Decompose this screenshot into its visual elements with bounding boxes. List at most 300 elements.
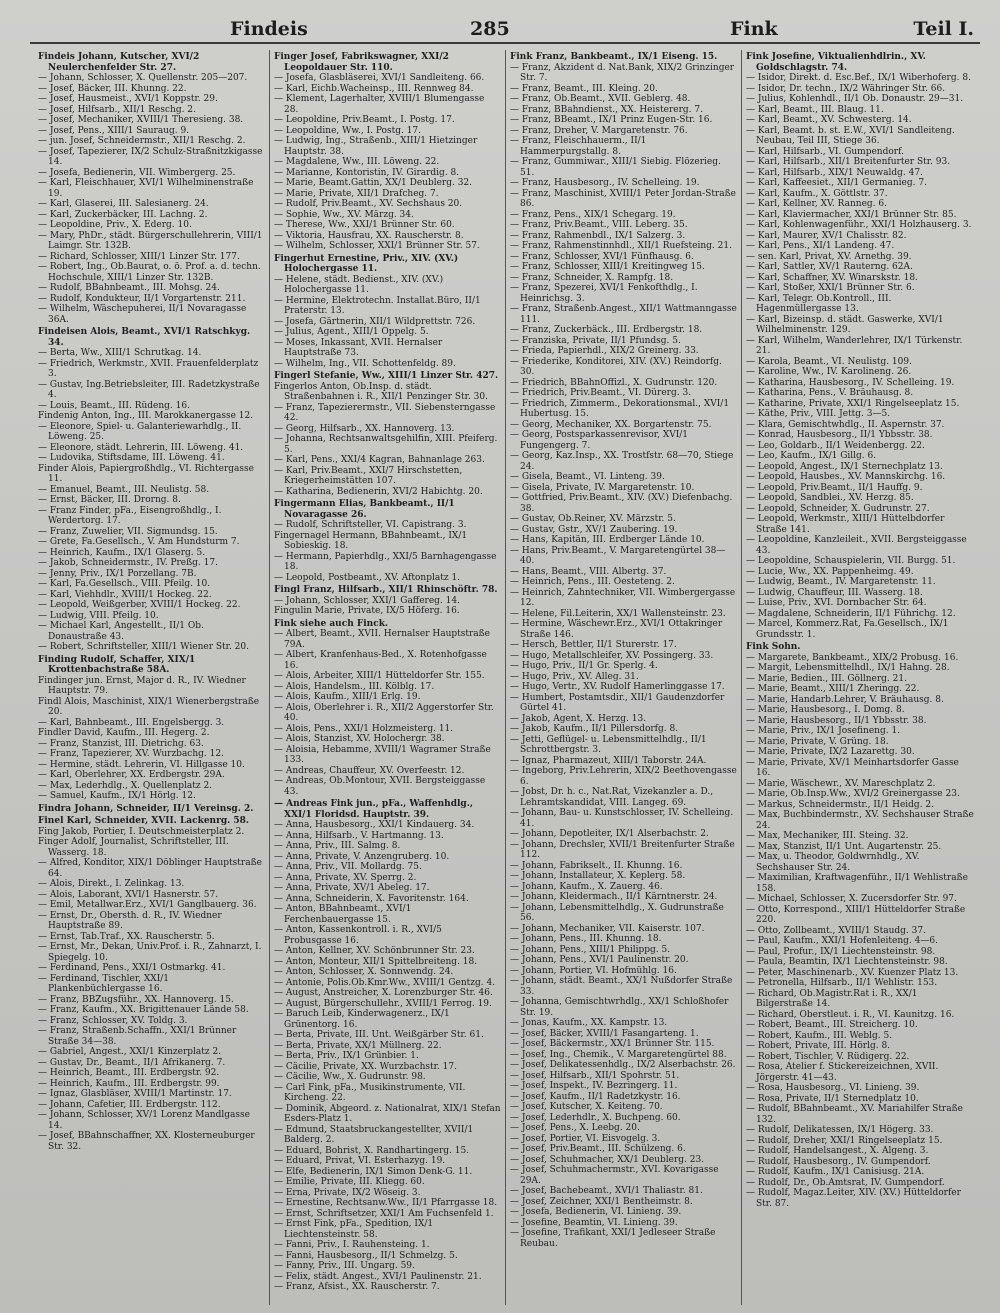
directory-entry: — Gustav, Gstr., XV/1 Zaubering. 19. xyxy=(510,524,678,535)
directory-entry: — Paula, Beamtin, IX/1 Liechtensteinstr. 98. xyxy=(746,957,948,967)
directory-entry: — Franz, BBZugsführ., XX. Hannoverg. 15. xyxy=(38,994,234,1005)
directory-entry: — Karl, Kohlenwagenführ., XXI/1 Holzhauserg. 3. xyxy=(746,220,972,230)
directory-entry: — Marie, Private, XII/1 Drafcheg. 7. xyxy=(274,188,439,199)
directory-entry: — Karl, Viehhdlr., XVIII/1 Hockeg. 22. xyxy=(38,589,212,600)
directory-entry: — Margarete, Bankbeamt., XIX/2 Probusg. 16. xyxy=(746,652,959,663)
directory-entry: Finger Adolf, Journalist, Schriftsteller, III. Wasserg. 18. xyxy=(38,837,229,858)
directory-entry: Fing Jakob, Portier, I. Deutschmeisterplatz 2. xyxy=(38,826,245,837)
directory-entry: — Karl, Glaserei, III. Salesianerg. 24. xyxy=(38,199,209,209)
directory-entry: Findler David, Kaufm., III. Hegerg. 2. xyxy=(38,728,210,738)
directory-entry: — Alois, Oberlehrer i. R., XII/2 Aggerstorfer Str. 40. xyxy=(274,702,494,723)
directory-entry: — Karl, Telegr. Ob.Kontroll., III. Hagenmüllergasse 13. xyxy=(746,293,892,314)
directory-entry: — August, Bürgerschullehr., XVIII/1 Ferrog. 19. xyxy=(274,998,492,1009)
directory-entry: — Anton, Kassenkontroll. i. R., XVI/5 Probusgasse 16. xyxy=(274,925,442,946)
directory-entry: — Rudolf, Magaz.Leiter, XIV. (XV.) Hütteldorfer Str. 87. xyxy=(746,1188,961,1209)
directory-entry: — Paul, Profur., IX/1 Liechtensteinstr. 98. xyxy=(746,946,936,957)
directory-entry: — Franz, Rahmenbdl., IX/1 Salzerg. 3. xyxy=(510,230,686,241)
column-2 xyxy=(270,50,506,1305)
directory-entry: — Georg, Kaz.Insp., XX. Trostfstr. 68—70, Stiege 24. xyxy=(510,451,734,472)
directory-entry: — Eleonore, Spiel- u. Galanteriewarhdlg., II. Löweng. 25. xyxy=(38,421,242,442)
directory-entry: — Markus, Schneidermstr., II/1 Heidg. 2. xyxy=(746,799,935,810)
directory-entry: — Hugo, Vertr., XV. Rudolf Hamerlinggasse 17. xyxy=(510,682,725,692)
directory-entry: — Franz, Zuckerbäck., III. Erdbergstr. 18. xyxy=(510,325,703,335)
directory-entry: — Leopold, Postbeamt., XV. Aftonplatz 1. xyxy=(274,572,461,583)
directory-entry: — Robert, Ing., Ob.Baurat, o. ö. Prof. a. d. techn. Hochschule, XIII/1 Linzer Str. 132B. xyxy=(38,262,261,283)
directory-entry: Fingernagel Hermann, BBahnbeamt., IX/1 Sobieskig. 18. xyxy=(274,530,468,551)
directory-entry: — Alfred, Konditor, XIX/1 Döblinger Hauptstraße 64. xyxy=(38,858,262,879)
directory-entry: — Viktoria, Hausfrau, XX. Rauscherstr. 8. xyxy=(274,230,464,241)
directory-entry: — Otto, Korrespond., XIII/1 Hütteldorfer Straße 220. xyxy=(746,904,966,925)
directory-entry: — Franz, Schlosser, XV. Toldg. 3. xyxy=(38,1015,188,1026)
directory-entry: Fingermann Elias, Bankbeamt., II/1 Novaragasse 26. xyxy=(274,499,455,520)
directory-entry: — Johann, Schlosser, XV/1 Lorenz Mandlgasse 14. xyxy=(38,1110,250,1131)
directory-entry: — Rudolf, Kaufm., IX/1 Canisiusg. 21A. xyxy=(746,1167,925,1177)
directory-entry: — Karl, Priv.Beamt., XXI/7 Hirschstetten, Kriegerheimstätten 107. xyxy=(274,465,463,486)
directory-entry: — Josefine, Beamtin, VI. Linieng. 39. xyxy=(510,1217,678,1228)
directory-entry: Finel Karl, Schneider, XVII. Lackenrg. 58. xyxy=(38,816,250,826)
directory-entry: — Leopoldine, Ww., I. Postg. 17. xyxy=(274,125,422,136)
directory-entry: — Luise, Priv., XVI. Dornbacher Str. 64. xyxy=(746,598,927,608)
directory-entry: — Franz Finder, pFa., Eisengroßhdlg., I. Werdertorg. 17. xyxy=(38,505,222,526)
directory-entry: — Josefa, Glasbläserei, XVI/1 Sandleiteng. 66. xyxy=(274,73,485,83)
directory-entry: — Karl, Bizeinsp. d. städt. Gaswerke, XVI/1 Wilhelminenstr. 129. xyxy=(746,314,944,335)
directory-entry: — Hermann, Papierhdlg., XXI/5 Barnhagengasse 18. xyxy=(274,551,497,572)
directory-entry: — Marie, Handarb.Lehrer, V. Bräuhausg. 8. xyxy=(746,694,944,705)
directory-entry: — Jakob, Kaufm., II/1 Pillersdorfg. 8. xyxy=(510,724,679,734)
directory-entry: — Ludwig, Ing., Straßenb., XIII/1 Hietzinger Hauptstr. 38. xyxy=(274,136,478,157)
directory-entry: — Ernst, Mr., Dekan, Univ.Prof. i. R., Zahnarzt, I. Spiegelg. 10. xyxy=(38,942,262,963)
directory-entry: — Karl, Hilfsarb., XIX/1 Neuwaldg. 47. xyxy=(746,167,923,178)
directory-entry: — Johann, Schlosser, XXI/1 Gaffereg. 14. xyxy=(274,595,460,606)
directory-entry: — Isidor, Direkt. d. Esc.Bef., IX/1 Wiberhoferg. 8. xyxy=(746,73,971,83)
directory-entry: — Franz, Maschinist, XVIII/1 Peter Jordan-Straße 86. xyxy=(510,188,736,209)
directory-entry: — Ludwig, Beamt., IV. Margaretenstr. 11. xyxy=(746,577,936,587)
directory-entry: — Leo, Goldarb., II/1 Weidenbergg. 22. xyxy=(746,440,925,451)
directory-entry: — Julius, Kohlenhdl., II/1 Ob. Donaustr. 29—31. xyxy=(746,94,964,104)
directory-entry: — Ernst, Bäcker, III. Drorng. 8. xyxy=(38,495,181,505)
directory-entry: — Leopold, Werkmstr., XIII/1 Hüttelbdorfer Straße 141. xyxy=(746,514,945,535)
directory-entry: — Gottfried, Priv.Beamt., XIV. (XV.) Diefenbachg. 38. xyxy=(510,493,733,514)
directory-entry: — Karl, Kaufm., X. Göttlstr. 37. xyxy=(746,188,888,199)
directory-entry: — Johann, Mechaniker, VII. Kaiserstr. 107. xyxy=(510,923,705,934)
directory-entry: — Leopold, Angest., IX/1 Sternechplatz 13. xyxy=(746,461,943,472)
directory-entry: — Fanni, Hausbesorg., II/1 Schmelzg. 5. xyxy=(274,1250,458,1261)
directory-entry: — Leo, Kaufm., IX/1 Gillg. 6. xyxy=(746,451,877,461)
directory-entry: — Max, u. Theodor, Goldwrnhdlg., XV. Sechshauser Str. 24. xyxy=(746,852,920,873)
directory-entry: — Friedrich, Zimmerm., Dekorationsmal., XVI/1 Hubertusg. 15. xyxy=(510,398,730,419)
directory-entry: — Berta, Ww., XIII/1 Schrutkag. 14. xyxy=(38,348,202,358)
directory-entry: — Rudolf, Kondukteur, II/1 Vorgartenstr. 211. xyxy=(38,293,246,304)
directory-entry: Findeisen Alois, Beamt., XVI/1 Ratschkyg. 34. xyxy=(38,327,251,348)
directory-entry: — Franz, Pens., XIX/1 Schegarg. 19. xyxy=(510,209,676,220)
directory-entry: — Alois, Handelsm., III. Kölblg. 17. xyxy=(274,681,435,692)
directory-entry: — Samuel, Kaufm., IX/1 Hörlg. 12. xyxy=(38,791,196,801)
directory-entry: — Leopoldine, Priv.Beamt., I. Postg. 17. xyxy=(274,115,455,125)
directory-entry: — Josef, BBahnschaffner, XX. Klosterneuburger Str. 32. xyxy=(38,1131,255,1152)
directory-entry: — Franz, Priv.Beamt., VIII. Leberg. 35. xyxy=(510,220,688,230)
directory-entry: — Heinrich, Zahntechniker, VII. Wimbergergasse 12. xyxy=(510,587,736,608)
directory-entry: — Anna, Priv., III. Salmg. 8. xyxy=(274,841,401,851)
directory-entry: — Ernst, Tab.Traf., XX. Rauscherstr. 5. xyxy=(38,931,215,942)
directory-entry: — Johann, Cafetier, III. Erdbergstr. 112. xyxy=(38,1099,221,1110)
directory-entry: — Franz, BBahndienst., XX. Heistererg. 7. xyxy=(510,104,703,115)
directory-entry: — Anna, Private, XV/1 Abeleg. 17. xyxy=(274,883,430,893)
directory-entry: — Otto, Zollbeamt., XVIII/1 Staudg. 37. xyxy=(746,925,926,936)
directory-entry: — Marianne, Kontoristin, IV. Girardig. 8. xyxy=(274,167,460,178)
directory-entry: — Karl, Fleischhauer, XVI/1 Wilhelminenstraße 19. xyxy=(38,178,254,199)
directory-entry: — Josef, Delikatessenhdlg., IX/2 Alserbachstr. 26. xyxy=(510,1060,736,1070)
directory-entry: — Hugo, Priv., XV. Alleg. 31. xyxy=(510,671,639,682)
directory-entry: — Karl, Beamt. b. st. E.W., XVI/1 Sandleiteng. Neubau, Teil III, Stiege 36. xyxy=(746,125,955,146)
directory-entry: — Mary, PhDr., städt. Bürgerschullehrerin, VIII/1 Laimgr. Str. 132B. xyxy=(38,230,263,251)
directory-entry: — Hermine, Wäschewr.Erz., XVI/1 Ottakringer Straße 146. xyxy=(510,619,723,640)
directory-entry: — Ignaz, Glasbläser, XVIII/1 Martinstr. 17. xyxy=(38,1089,232,1099)
directory-entry: — Klara, Gemischtwhdlg., II. Aspernstr. 37. xyxy=(746,419,945,430)
directory-entry: — Hans, Priv.Beamt., V. Margaretengürtel 38—40. xyxy=(510,545,726,566)
directory-entry: — Johann, Bau- u. Kunstschlosser, IV. Schelleing. 41. xyxy=(510,808,734,829)
directory-entry: — Franz, Zuwelier, VII. Sigmundsg. 15. xyxy=(38,526,218,537)
directory-entry: — Marie, Beamt., XIII/1 Zheringg. 22. xyxy=(746,684,920,694)
directory-entry: — Alois, Pens., XXI/1 Holzmeisterg. 11. xyxy=(274,723,454,734)
directory-entry: — Anton, Schlosser, X. Sonnwendg. 24. xyxy=(274,967,454,977)
directory-entry: — Friedrich, Werkmstr., XVII. Frauenfelderplatz 3. xyxy=(38,358,259,379)
directory-entry: — Petronella, Hilfsarb., II/1 Wehlistr. 153. xyxy=(746,978,938,988)
directory-entry: — Franz, Kaufm., XX. Brigittenauer Lände 58. xyxy=(38,1005,249,1015)
directory-entry: Fink Josefine, Viktualienhdlrin., XV. Goldschlagstr. 74. xyxy=(746,52,926,73)
directory-entry: — Ludwig, VIII. Pfeilg. 10. xyxy=(38,610,159,621)
directory-entry: — Katharina, Hausbesorg., IV. Schelleing. 19. xyxy=(746,377,955,388)
directory-entry: — Lucie, Ww., XX. Pappenheimg. 49. xyxy=(746,566,914,577)
directory-entry: — Franz, Rahmenstinnhdl., XII/1 Ruefsteing. 21. xyxy=(510,241,732,251)
header-left-keyword: Findeis xyxy=(230,18,308,40)
directory-entry: — Anton, Kellner, XV. Schönbrunner Str. 23. xyxy=(274,946,475,956)
directory-entry: — Alois, Laborant, XVI/1 Hasnerstr. 57. xyxy=(38,889,219,900)
directory-entry: — Johanna, Rechtsanwaltsgehilfin, XIII. Pfeiferg. 5. xyxy=(274,434,498,455)
directory-entry: — Edmund, Staatsbruckangestellter, XVII/1 Balderg. 2. xyxy=(274,1124,474,1145)
directory-entry: — Leopold, Weißgerber, XVIII/1 Hockeg. 22. xyxy=(38,600,241,610)
directory-entry: — Max, Mechaniker, III. Steing. 32. xyxy=(746,831,909,841)
directory-entry: — Richard, Schlosser, XIII/1 Linzer Str. 177. xyxy=(38,251,240,262)
directory-entry: Fink Franz, Bankbeamt., IX/1 Eiseng. 15. xyxy=(510,52,718,62)
directory-entry: — Robert, Private, III. Hörlg. 8. xyxy=(746,1041,891,1051)
directory-entry: — Karl, Maurer, XV/1 Chalisstr. 82. xyxy=(746,230,907,241)
directory-entry: — Hans, Beamt., VIII. Albertg. 37. xyxy=(510,566,667,577)
directory-entry: — Rosa, Private, II/1 Sternedplatz 10. xyxy=(746,1093,919,1104)
directory-entry: — Therese, Ww., XXI/1 Brünner Str. 60. xyxy=(274,220,455,230)
directory-entry: — Marie, Ob.Insp.Ww., XVI/2 Greinergasse 23. xyxy=(746,789,960,799)
directory-columns xyxy=(34,50,980,1305)
directory-entry: — Gustav, Ing.Betriebsleiter, III. Radetzkystraße 4. xyxy=(38,379,260,400)
directory-entry: — Anna, Private, V. Anzengruberg. 10. xyxy=(274,851,450,862)
directory-entry: — Franz, Schneider, X. Rampfg. 18. xyxy=(510,272,674,283)
directory-entry: — Leopoldine, Schauspielerin, VII. Burgg. 51. xyxy=(746,556,956,566)
directory-entry: — Anna, Priv., VII. Mollardg. 75. xyxy=(274,862,422,872)
directory-entry: — Josefa, Bedienerin, VI. Linieng. 39. xyxy=(510,1207,682,1217)
directory-entry: — Josef, Pens., X. Leebg. 20. xyxy=(510,1123,640,1133)
directory-entry: — Karl, Klaviermacher, XXI/1 Brünner Str. 85. xyxy=(746,209,957,220)
directory-entry: — Josef, Pens., XIII/1 Sauraug. 9. xyxy=(38,125,190,136)
directory-entry: — Josef, Bäcker, III. Khunng. 22. xyxy=(38,83,187,94)
directory-entry: — Rudolf, Dreher, XXI/1 Ringelseeplatz 15. xyxy=(746,1135,943,1146)
directory-entry: — Gustav, Ob.Reiner, XV. Märzstr. 5. xyxy=(510,514,676,524)
directory-entry: — Frieda, Papierhdl., XIX/2 Greinerg. 33. xyxy=(510,346,699,356)
directory-entry: — Franz, Afsist., XX. Rauscherstr. 7. xyxy=(274,1282,440,1292)
column-1 xyxy=(34,50,270,1305)
directory-entry: — Franz, Beamt., III. Kleing. 20. xyxy=(510,83,658,94)
directory-entry: — Johann, städt. Beamt., XX/1 Nußdorfer Straße 33. xyxy=(510,976,733,997)
directory-entry: — Leopoldine, Priv., X. Ederg. 10. xyxy=(38,220,192,230)
directory-entry: — Wilhelm, Wäschepuherei, II/1 Novaragasse 36A. xyxy=(38,304,247,325)
directory-entry: — Georg, Postsparkassenrevisor, XVI/1 Fungengerg. 7. xyxy=(510,430,689,451)
directory-entry: — Josef, Lederhdlr., X. Buchpeng. 60. xyxy=(510,1112,681,1123)
directory-entry: — Hugo, Metallschleifer, XV. Possingerg. 33. xyxy=(510,650,714,661)
directory-entry: — Karl, Eichb.Wacheinsp., III. Rennweg 84. xyxy=(274,83,474,94)
directory-entry: — Alois, Kaufm., XIII/1 Erlg. 19. xyxy=(274,692,421,702)
directory-entry: — Josef, Kutscher, X. Keiteng. 70. xyxy=(510,1102,663,1112)
directory-entry: — Karl, Schaffner, XV. Winarskstr. 18. xyxy=(746,272,918,283)
directory-entry: — Gabriel, Angest., XXI/1 Kinzerplatz 2. xyxy=(38,1047,222,1057)
directory-entry: — Rosa, Hausbesorg., VI. Linieng. 39. xyxy=(746,1083,920,1093)
directory-entry: — Max, Lederhdlg., X. Quellenplatz 2. xyxy=(38,780,213,791)
directory-entry: — Rudolf, BBahnbeamt., III. Mohsg. 24. xyxy=(38,283,220,293)
directory-entry: — Andreas Fink jun., pFa., Waffenhdlg., XXI/1 Floridsd. Hauptstr. 39. xyxy=(274,799,473,820)
directory-entry: — Karl, Pens., XI/1 Landeng. 47. xyxy=(746,241,895,251)
directory-entry: — Dominik, Abgeord. z. Nationalrat, XIX/1 Stefan Esders-Platz 1. xyxy=(274,1103,501,1124)
directory-entry: — Karl, Pens., XXI/4 Kagran, Bahnanlage 263. xyxy=(274,455,485,465)
directory-entry: — Marie, Private, XV/1 Meinhartsdorfer Gasse 16. xyxy=(746,757,959,778)
directory-entry: — Jakob, Schneidermstr., IV. Preßg. 17. xyxy=(38,558,218,568)
directory-entry: — Karl, Beamt., XV. Schwesterg. 14. xyxy=(746,115,912,125)
directory-entry: — Elfe, Bedienerin, IX/1 Simon Denk-G. 11. xyxy=(274,1166,473,1177)
directory-entry: — Helene, städt. Bedienst., XIV. (XV.) Holochergasse 11. xyxy=(274,274,444,295)
directory-entry: Fink siehe auch Finck. xyxy=(274,618,389,629)
directory-entry: — Josef, Priv.Beamt., III. Schülzeng. 6. xyxy=(510,1144,686,1154)
directory-entry: — Karl, Beamt., III. Blaug. 11. xyxy=(746,104,884,115)
directory-entry: — Franz, Spezerei, XVI/1 Fenkofthdlg., I. Heinrichsg. 3. xyxy=(510,283,698,304)
directory-entry: — Ernst Fink, pFa., Spedition, IX/1 Liechtensteinstr. 58. xyxy=(274,1219,434,1240)
directory-entry: — Rudolf, Delikatessen, IX/1 Högerg. 33. xyxy=(746,1125,934,1135)
column-3 xyxy=(506,50,742,1305)
directory-entry: — Rudolf, Hausbesorg., IV. Gumpendorf. xyxy=(746,1156,931,1167)
directory-entry: — Franz, Gummiwar., XIII/1 Siebig. Flözerieg. 51. xyxy=(510,157,721,178)
header-part-label: Teil I. xyxy=(913,18,974,40)
directory-entry: Fingl Franz, Hilfsarb., XII/1 Rhinschöftr. 78. xyxy=(274,585,498,595)
directory-entry: — Käthe, Priv., VIII. Jettg. 3—5. xyxy=(746,409,891,419)
directory-entry: — Marie, Private, IX/2 Lazarettg. 30. xyxy=(746,747,915,757)
directory-entry: — Karl, Wilhelm, Wanderlehrer, IX/1 Türkenstr. 21. xyxy=(746,335,963,356)
directory-entry: — Antonie, Polis.Ob.Kmr.Ww., XVIII/1 Gentzg. 4. xyxy=(274,977,496,988)
directory-entry: — Katharine, Private, XXI/1 Ringelseeplatz 15. xyxy=(746,398,960,409)
directory-entry: — Heinrich, Pens., III. Oesteteng. 2. xyxy=(510,577,675,587)
directory-entry: — Josef, Zeichner, XXI/1 Bentheimstr. 8. xyxy=(510,1196,693,1207)
directory-entry: — Ernst, Dr., Obersth. d. R., IV. Wiedner Hauptstraße 89. xyxy=(38,910,222,931)
directory-entry: — Karl, Fa.Gesellsch., VIII. Pfeilg. 10. xyxy=(38,579,211,589)
directory-entry: — Leopold, Priv.Beamt., II/1 Hauffg. 9. xyxy=(746,482,923,493)
directory-entry: — Josefa, Bedienerin, VII. Wimbergerg. 25. xyxy=(38,167,236,178)
directory-entry: — Johann, Kaufm., X. Zauerg. 46. xyxy=(510,881,663,892)
directory-entry: — Johann, Kleidermach., II/1 Kärntnerstr. 24. xyxy=(510,892,718,902)
directory-entry: — Magdalene, Schneiderin, II/1 Führichg. 12. xyxy=(746,608,956,619)
directory-entry: — Josef, Bäckermstr., XX/1 Brünner Str. 115. xyxy=(510,1039,715,1049)
directory-entry: — Franz, Akzident d. Nat.Bank, XIX/2 Grinzinger Str. 7. xyxy=(510,62,735,83)
directory-entry: — Marie, Wäschewr., XV. Mareschplatz 2. xyxy=(746,778,936,789)
directory-entry: — Josef, Portier, VI. Eisvogelg. 3. xyxy=(510,1133,661,1144)
directory-entry: Finder Alois, Papiergroßhdlg., VI. Richtergasse 11. xyxy=(38,463,254,484)
directory-entry: — Emilie, Private, III. Kliegg. 60. xyxy=(274,1177,425,1187)
directory-entry: — Karl, Stoßer, XXI/1 Brünner Str. 6. xyxy=(746,283,915,293)
directory-entry: — Konrad, Hausbesorg., II/1 Ybbsstr. 38. xyxy=(746,430,933,440)
directory-entry: — Grete, Fa.Gesellsch., V. Am Hundsturm 7. xyxy=(38,537,240,547)
directory-entry: — Albert, Beamt., XVII. Hernalser Hauptstraße 79A. xyxy=(274,629,490,650)
directory-entry: — Karoline, Ww., IV. Karolineng. 26. xyxy=(746,367,912,377)
directory-entry: — Aloisia, Hebamme, XVIII/1 Wagramer Straße 133. xyxy=(274,744,491,765)
directory-entry: — Felix, städt. Angest., XVI/1 Paulinenstr. 21. xyxy=(274,1271,482,1282)
directory-entry: — Franz, Hausbesorg., IV. Schelleing. 19. xyxy=(510,178,700,188)
directory-entry: — Karl, Kaffeesiet., XII/1 Germanieg. 7. xyxy=(746,178,927,188)
directory-entry: — Rudolf, Schriftsteller, VI. Capistrang. 3. xyxy=(274,520,467,530)
directory-entry: — Humbert, Postamtsdir., XII/1 Gaudenzdorfer Gürtel 41. xyxy=(510,692,725,713)
directory-entry: — Franz, Straßenb.Schaffn., XXI/1 Brünner Straße 34—38. xyxy=(38,1026,237,1047)
directory-entry: — Josef, Hausmeist., XVI/1 Koppstr. 29. xyxy=(38,94,218,104)
directory-entry: — Max, Stanzist, II/1 Unt. Augartenstr. 25. xyxy=(746,841,942,852)
directory-entry: — Jonas, Kaufm., XX. Kampstr. 13. xyxy=(510,1018,668,1028)
directory-entry: — Berta, Private, XX/1 Müllnerg. 22. xyxy=(274,1040,442,1051)
directory-entry: — Josefine, Trafikant, XXI/1 Jedleseer Straße Reubau. xyxy=(510,1228,716,1249)
page-header xyxy=(30,16,980,44)
directory-entry: — Karl, Sattler, XV/1 Rauterng. 62A. xyxy=(746,262,913,272)
directory-entry: — Maximilian, Kraftwagenführ., II/1 Wehlistraße 158. xyxy=(746,873,968,894)
directory-entry: — Hermine, Elektrotechn. Installat.Büro, II/1 Praterstr. 13. xyxy=(274,295,481,316)
directory-entry: — Anna, Hilfsarb., V. Hartmanng. 13. xyxy=(274,830,444,841)
directory-entry: — Marcel, Kommerz.Rat, Fa.Gesellsch., IX/1 Grundsstr. 1. xyxy=(746,619,949,640)
directory-entry: — Max, Buchbindermstr., XV. Sechshauser Straße 24. xyxy=(746,810,974,831)
directory-entry: — Robert, Kaufm., III. Weblg. 5. xyxy=(746,1030,893,1041)
directory-entry: — Josefa, Gärtnerin, XII/1 Wildprettstr. 726. xyxy=(274,316,476,327)
directory-entry: — Gustav, Dr., Beamt., II/1 Afrikanerg. 7. xyxy=(38,1057,226,1068)
directory-entry: — Leopoldine, Kanzleileit., XVII. Bergsteiggasse 43. xyxy=(746,535,967,556)
directory-entry: Findl Alois, Maschinist, XIX/1 Wienerbergstraße 20. xyxy=(38,696,260,717)
directory-entry: — Josef, Schuhmachermstr., XVI. Kovarigasse 29A. xyxy=(510,1165,719,1186)
directory-entry: Fingerhut Ernestine, Priv., XIV. (XV.) Holochergasse 11. xyxy=(274,253,459,274)
directory-entry: — Franz, Tapezierermstr., VII. Siebensterngasse 42. xyxy=(274,402,496,423)
directory-entry: — Josef, Mechaniker, XVIII/1 Theresieng. 38. xyxy=(38,115,244,125)
directory-entry: — Franz, Fleischhauerm., II/1 Hammerpurgstallg. 8. xyxy=(510,136,647,157)
directory-entry: Findra Johann, Schneider, II/1 Vereinsg. 2. xyxy=(38,803,254,814)
directory-entry: — Erna, Private, IX/2 Wöseig. 3. xyxy=(274,1187,421,1198)
directory-entry: — Josef, Bachebeamt., XVI/1 Thaliastr. 81. xyxy=(510,1186,703,1196)
directory-entry: — Johann, Schlosser, X. Quellenstr. 205—207. xyxy=(38,73,248,83)
directory-entry: — Richard, Ob.Magistr.Rat i. R., XX/1 Bilgerstraße 14. xyxy=(746,988,918,1009)
directory-entry: — Anna, Private, XV. Sperrg. 2. xyxy=(274,872,417,883)
directory-entry: — Klement, Lagerhalter, XVIII/1 Blumengasse 28. xyxy=(274,94,485,115)
directory-entry: — Johann, Portier, VI. Hofmühlg. 16. xyxy=(510,965,677,976)
directory-entry: — Josef, Bäcker, XVIII/1 Fasangarteng. 1. xyxy=(510,1028,699,1039)
directory-entry: — Franz, Ob.Beamt., XVII. Geblerg. 48. xyxy=(510,94,691,104)
directory-entry: — Berta, Priv., IX/1 Grünbier. 1. xyxy=(274,1051,419,1061)
directory-entry: — Ferdinand, Tischler, XXI/1 Plankenbüchlergasse 16. xyxy=(38,973,170,994)
directory-entry: — Hermine, städt. Lehrerin, VI. Hillgasse 10. xyxy=(38,759,245,770)
directory-entry: — Paul, Kaufm., XXI/1 Hofenleiteng. 4—6. xyxy=(746,936,938,946)
directory-entry: — Anton, BBahnbeamt., XVI/1 Ferchenbauergasse 15. xyxy=(274,904,412,925)
directory-entry: — Josef, Hilfsarb., XII/1 Reschg. 2. xyxy=(38,104,196,115)
directory-entry: — Marie, Bedien., III. Göllnerg. 21. xyxy=(746,673,907,684)
directory-entry: — Ernst, Schriftsetzer, XXI/1 Am Fuchsenfeld 1. xyxy=(274,1208,494,1219)
directory-entry: — Hans, Kapitän, III. Erdberger Lände 10. xyxy=(510,535,705,545)
directory-entry: Finger Josef, Fabrikswagner, XXI/2 Leopoldauer Str. 110. xyxy=(274,52,449,73)
directory-entry: — Robert, Tischler, V. Rüdigerg. 22. xyxy=(746,1051,910,1062)
directory-entry: — Marie, Hausbesorg., II/1 Ybbsstr. 38. xyxy=(746,715,927,726)
directory-entry: — Berta, Private, III. Unt. Weißgärber Str. 61. xyxy=(274,1030,484,1040)
directory-entry: — Heinrich, Beamt., III. Erdbergstr. 92. xyxy=(38,1068,220,1078)
directory-entry: — sen. Karl, Privat, XV. Arnethg. 39. xyxy=(746,251,912,262)
directory-entry: — Alois, Stanzist, XV. Holochergr. 38. xyxy=(274,734,445,744)
directory-entry: — August, Anstreicher, X. Lorenzburger Str. 46. xyxy=(274,988,493,998)
directory-entry: Fingerlos Anton, Ob.Insp. d. städt. Straßenbahnen i. R., XII/1 Penzinger Str. 30. xyxy=(274,381,488,402)
directory-entry: — Franz, Stanzist, III. Dietrichg. 63. xyxy=(38,738,204,749)
directory-entry: — Moses, Inkassant, XVII. Hernalser Hauptstraße 73. xyxy=(274,337,443,358)
directory-entry: — Jakob, Agent, X. Herzg. 13. xyxy=(510,713,647,724)
directory-entry: — Emil, Metallwar.Erz., XVI/1 Ganglbauerg. 36. xyxy=(38,900,257,910)
directory-entry: — Jetti, Geflügel- u. Lebensmittelhdlg., II/1 Schrottbergstr. 3. xyxy=(510,734,707,755)
directory-entry: — Ignaz, Pharmazeut, XIII/1 Taborstr. 24A. xyxy=(510,755,707,766)
directory-entry: — Anna, Schneiderin, X. Favoritenstr. 164. xyxy=(274,893,469,904)
directory-entry: — Fanny, Priv., III. Ungarg. 59. xyxy=(274,1261,415,1271)
directory-entry: — Leopold, Hausbes., XV. Mannskirchg. 16. xyxy=(746,472,946,482)
directory-entry: — Johann, Pens., III. Khunng. 18. xyxy=(510,934,662,944)
directory-entry: — Gisela, Private, IV. Margaretenstr. 10. xyxy=(510,482,695,493)
directory-entry: — Leopold, Sandblei., XV. Herzg. 85. xyxy=(746,493,914,503)
directory-entry: — Marie, Beamt.Gattin, XX/1 Deublerg. 32. xyxy=(274,178,473,188)
directory-entry: — Albert, Kranfenhaus-Bed., X. Rotenhofgasse 16. xyxy=(274,650,487,671)
directory-entry: — Katharina, Pens., V. Bräuhausg. 8. xyxy=(746,388,914,398)
directory-entry: — Julius, Agent., XIII/1 Oppelg. 5. xyxy=(274,327,429,337)
directory-entry: — Ludwig, Chauffeur, III. Wasserg. 18. xyxy=(746,587,923,598)
directory-entry: — Rudolf, BBahnbeamt., XV. Mariahilfer Straße 132. xyxy=(746,1104,963,1125)
directory-entry: — Karl, Kellner, XV. Ranneg. 6. xyxy=(746,199,887,209)
directory-entry: — Gisela, Beamt., VI. Linteng. 39. xyxy=(510,472,665,482)
directory-entry: — Rosa, Atelier f. Stickereizeichnen, XVII. Jörgerstr. 41—43. xyxy=(746,1062,939,1083)
directory-entry: Findenig Anton, Ing., III. Marokkanergasse 12. xyxy=(38,411,254,421)
directory-entry: — Karl, Bahnbeamt., III. Engelsbergg. 3. xyxy=(38,717,225,728)
directory-entry: — Josef, Ing., Chemik., V. Margaretengürtel 88. xyxy=(510,1049,727,1060)
directory-entry: — Katharina, Bedienerin, XVI/2 Habichtg. 20. xyxy=(274,486,483,497)
directory-entry: — Peter, Maschinenarb., XV. Kuenzer Platz 13. xyxy=(746,967,959,978)
directory-entry: Findeis Johann, Kutscher, XVI/2 Neulerchenfelder Str. 27. xyxy=(38,52,200,73)
directory-entry: — Michael Karl, Angestellt., II/1 Ob. Donaustraße 43. xyxy=(38,621,204,642)
directory-entry: — Richard, Oberstleut. i. R., VI. Kaunitzg. 16. xyxy=(746,1009,955,1020)
directory-entry: — Johann, Drechsler, XVII/1 Breitenfurter Straße 112. xyxy=(510,839,735,860)
directory-entry: — Marie, Priv., IX/1 Josefineng. 1. xyxy=(746,726,901,736)
directory-entry: — Baruch Leib, Kinderwagenerz., IX/1 Grünentorg. 16. xyxy=(274,1009,450,1030)
directory-entry: — Johann, Lebensmittelhdlg., X. Gudrunstraße 56. xyxy=(510,902,724,923)
directory-entry: — Heinrich, Kaufm., III. Erdbergstr. 99. xyxy=(38,1078,220,1089)
directory-entry: — Franz, Schlosser, XIII/1 Kreitingweg 15. xyxy=(510,262,705,272)
directory-entry: — Karola, Beamt., VI. Neulistg. 109. xyxy=(746,356,912,367)
directory-entry: — Karl, Zuckerbäcker, III. Lachng. 2. xyxy=(38,209,208,220)
directory-entry: — Friedrich, BBahnOffizl., X. Gudrunstr. 120. xyxy=(510,377,718,388)
directory-entry: Fingulin Marie, Private, IX/5 Höferg. 16. xyxy=(274,606,460,616)
directory-entry: — Ferdinand, Pens., XXI/1 Ostmarkg. 41. xyxy=(38,963,226,973)
directory-entry: — Josef, Tapezierer, IX/2 Schulz-Straßnitzkigasse 14. xyxy=(38,146,263,167)
directory-entry: — Fanni, Priv., I. Rauhensteing. 1. xyxy=(274,1240,430,1250)
directory-entry: — Cäcilie, Private, XX. Wurzbachstr. 17. xyxy=(274,1061,457,1072)
directory-entry: — Wilhelm, Ing., VII. Schottenfeldg. 89. xyxy=(274,358,456,369)
directory-entry: — Franz, Dreher, V. Margaretenstr. 76. xyxy=(510,125,688,136)
directory-entry: — Emanuel, Beamt., III. Neulistg. 58. xyxy=(38,484,210,495)
directory-entry: — Hersch, Bettler, II/1 Sturerstr. 17. xyxy=(510,640,677,650)
directory-entry: Finding Rudolf, Schaffer, XIX/1 Krottenbachstraße 58A. xyxy=(38,654,196,675)
directory-entry: — Anton, Monteur, XII/1 Spittelbreiteng. 18. xyxy=(274,956,478,967)
